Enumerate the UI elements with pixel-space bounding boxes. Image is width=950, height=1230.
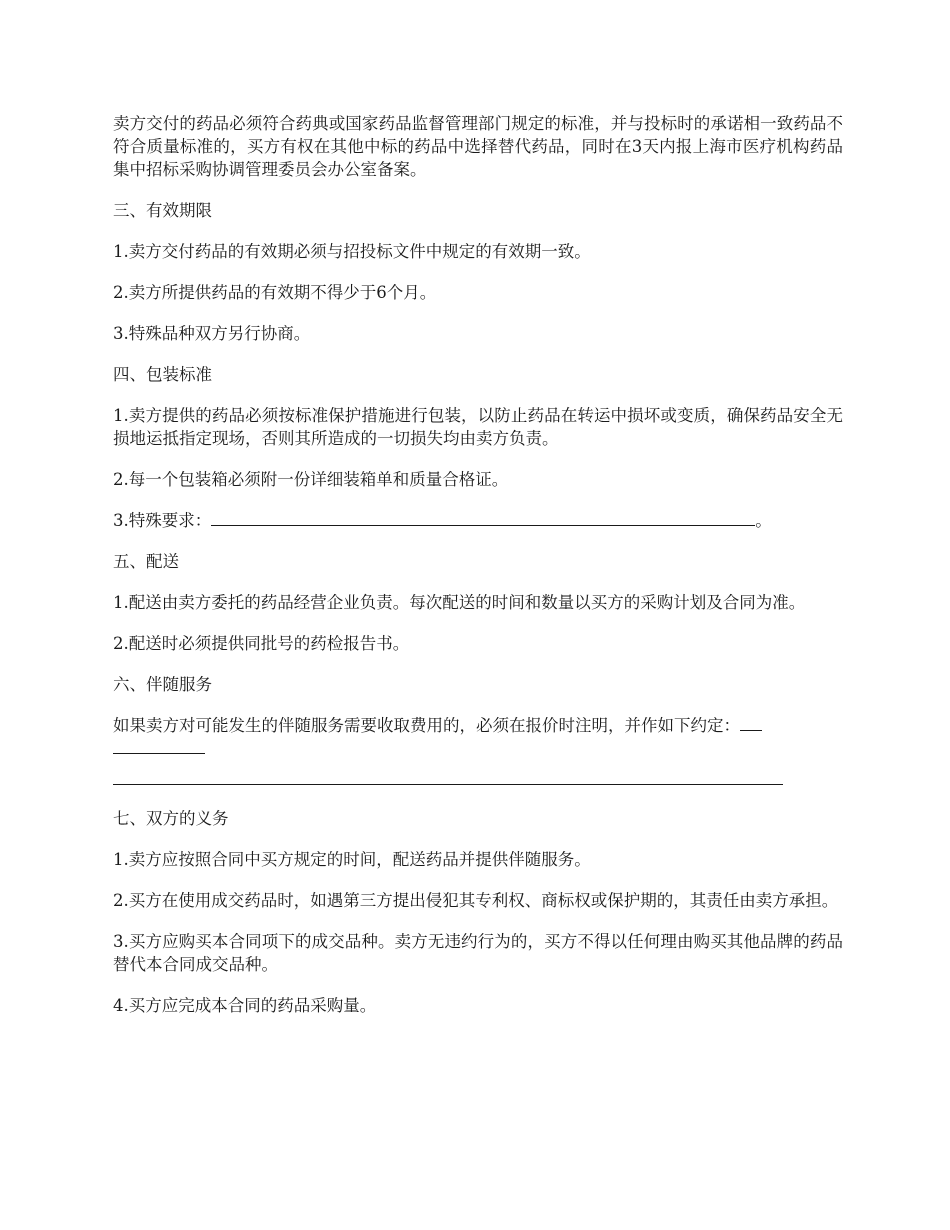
section-heading-packaging: 四、包装标准 bbox=[113, 365, 212, 384]
section-heading-obligations: 七、双方的义务 bbox=[113, 809, 229, 828]
section-heading-validity: 三、有效期限 bbox=[113, 201, 212, 220]
paragraph-packaging-2: 2.每一个包装箱必须附一份详细装箱单和质量合格证。 bbox=[113, 470, 509, 489]
services-text: 如果卖方对可能发生的伴随服务需要收取费用的，必须在报价时注明，并作如下约定： bbox=[113, 716, 740, 735]
paragraph-packaging-1: 1.卖方提供的药品必须按标准保护措施进行包装，以防止药品在转运中损坏或变质，确保药品安全无损地运抵指定现场，否则其所造成的一切损失均由卖方负责。 bbox=[113, 406, 843, 448]
paragraph-obligations-1: 1.卖方应按照合同中买方规定的时间，配送药品并提供伴随服务。 bbox=[113, 850, 591, 869]
paragraph-validity-1: 1.卖方交付药品的有效期必须与招投标文件中规定的有效期一致。 bbox=[113, 242, 591, 261]
paragraph-services-1 bbox=[113, 714, 843, 760]
paragraph-delivery-2: 2.配送时必须提供同批号的药检报告书。 bbox=[113, 634, 410, 653]
services-blank-a[interactable] bbox=[740, 716, 762, 731]
special-requirements-label: 3.特殊要求： bbox=[113, 511, 212, 530]
paragraph-validity-2: 2.卖方所提供药品的有效期不得少于6个月。 bbox=[113, 283, 437, 302]
section-heading-delivery: 五、配送 bbox=[113, 552, 179, 571]
document-body bbox=[113, 112, 843, 1035]
section-heading-services: 六、伴随服务 bbox=[113, 675, 212, 694]
paragraph-quality-standard: 卖方交付的药品必须符合药典或国家药品监督管理部门规定的标准，并与投标时的承诺相一致药品不符合质量标准的，买方有权在其他中标的药品中选择替代药品，同时在3天内报上海市医疗机构药品集中招标采购协调管理委员会办公室备案。 bbox=[113, 114, 843, 179]
paragraph-delivery-1: 1.配送由卖方委托的药品经营企业负责。每次配送的时间和数量以买方的采购计划及合同为准。 bbox=[113, 593, 806, 612]
paragraph-obligations-3: 3.买方应购买本合同项下的成交品种。卖方无违约行为的，买方不得以任何理由购买其他品牌的药品替代本合同成交品种。 bbox=[113, 932, 843, 974]
special-requirements-end: 。 bbox=[755, 511, 772, 530]
paragraph-packaging-3 bbox=[113, 509, 843, 532]
paragraph-obligations-2: 2.买方在使用成交药品时，如遇第三方提出侵犯其专利权、商标权或保护期的，其责任由卖方承担。 bbox=[113, 891, 839, 910]
paragraph-validity-3: 3.特殊品种双方另行协商。 bbox=[113, 324, 311, 343]
special-requirements-blank[interactable] bbox=[211, 511, 755, 526]
paragraph-obligations-4: 4.买方应完成本合同的药品采购量。 bbox=[113, 996, 377, 1015]
services-blank-line[interactable] bbox=[113, 766, 783, 785]
services-blank-b[interactable] bbox=[113, 739, 205, 754]
